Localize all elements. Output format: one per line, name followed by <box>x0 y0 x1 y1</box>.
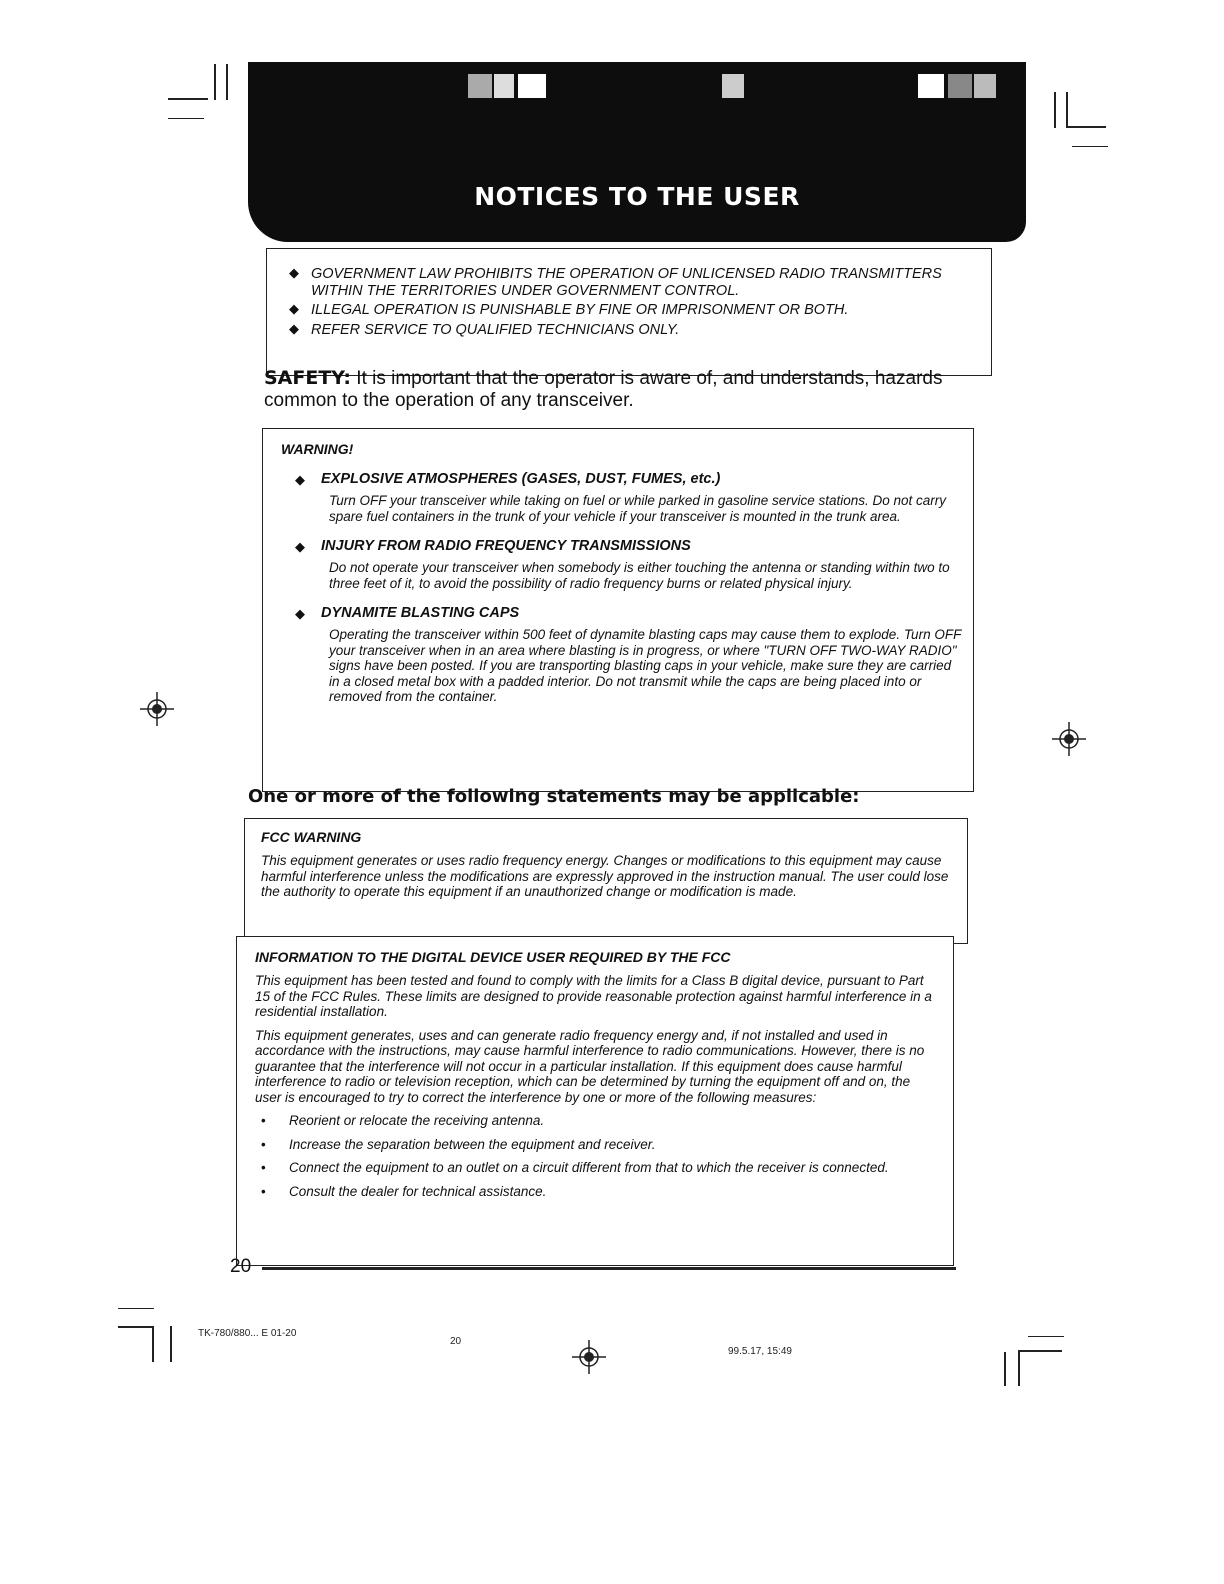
crop-mark <box>118 1326 154 1328</box>
footer-page: 20 <box>450 1336 462 1347</box>
color-swatch <box>494 74 514 98</box>
diamond-bullet-icon: ◆ <box>295 606 305 622</box>
measure-item: • Increase the separation between the equipment and receiver. <box>261 1136 656 1152</box>
page-number: 20 <box>230 1256 252 1277</box>
diamond-bullet-icon: ◆ <box>289 301 299 317</box>
crop-mark <box>1066 126 1106 128</box>
crop-mark <box>168 98 208 100</box>
crop-mark <box>1004 1352 1006 1386</box>
header-rule <box>270 230 990 238</box>
crop-mark <box>1018 1350 1062 1352</box>
diamond-bullet-icon: ◆ <box>289 265 299 280</box>
warning-body: Operating the transceiver within 500 feet of dynamite blasting caps may cause them to explode. Turn OFF your transceiver when in an area where blasting is in progress, or where "TURN OFF TWO-WAY RADIO" signs have been posted. If you are transporting blasting caps in your vehicle, make sure they are carried in a closed metal box with a padded interior. Do not transmit while the caps are being placed into or removed from the container. <box>329 627 962 705</box>
crop-mark <box>170 1326 172 1362</box>
crop-mark <box>118 1308 154 1309</box>
measure-item: • Consult the dealer for technical assistance. <box>261 1183 547 1199</box>
warning-body: Do not operate your transceiver when somebody is either touching the antenna or standing within two to three feet of it, to avoid the possibility of radio frequency burns or related physical injury. <box>329 560 950 591</box>
color-swatch <box>468 74 492 98</box>
page-title: NOTICES TO THE USER <box>474 182 800 211</box>
notice-item: ◆ REFER SERVICE TO QUALIFIED TECHNICIANS ONLY. <box>289 321 680 339</box>
warning-title: WARNING! <box>281 441 354 457</box>
bullet-icon: • <box>261 1136 266 1152</box>
footer-file: TK-780/880... E 01-20 <box>198 1328 297 1339</box>
registration-mark-icon <box>140 692 174 726</box>
diamond-bullet-icon: ◆ <box>295 539 305 555</box>
registration-mark-icon <box>572 1340 606 1374</box>
measure-item: • Reorient or relocate the receiving antenna. <box>261 1113 545 1129</box>
color-swatch <box>518 74 546 98</box>
warning-body: Turn OFF your transceiver while taking on fuel or while parked in gasoline service stations. Do not carry spare fuel containers in the trunk of your vehicle if your transceiver is mounted in the trunk area. <box>329 493 947 524</box>
warning-box <box>262 428 974 792</box>
page-rule <box>262 1267 956 1270</box>
fcc-warning-body: This equipment generates or uses radio frequency energy. Changes or modifications to this equipment may cause harmful interference unless the modifications are expressly approved in the instruction manual. The user could lose the authority to operate this equipment if an unauthorized change or modification is made. <box>261 853 949 900</box>
warning-heading: INJURY FROM RADIO FREQUENCY TRANSMISSIONS <box>321 538 691 555</box>
color-swatch <box>918 74 944 98</box>
digital-device-box <box>236 936 954 1266</box>
safety-label: SAFETY: <box>264 367 352 389</box>
crop-mark <box>1072 146 1108 147</box>
applicable-heading: One or more of the following statements may be applicable: <box>248 786 860 807</box>
notice-item: ◆ GOVERNMENT LAW PROHIBITS THE OPERATION OF UNLICENSED RADIO TRANSMITTERS WITHIN THE TERRITORIES UNDER GOVERNMENT CONTROL. <box>289 265 942 299</box>
digital-device-title: INFORMATION TO THE DIGITAL DEVICE USER REQUIRED BY THE FCC <box>255 949 731 965</box>
crop-mark <box>1028 1336 1064 1337</box>
bullet-icon: • <box>261 1183 266 1199</box>
safety-paragraph <box>264 368 984 412</box>
warning-item <box>281 538 963 591</box>
crop-mark <box>226 64 228 100</box>
crop-mark <box>1018 1350 1020 1386</box>
color-swatch <box>722 74 744 98</box>
digital-device-para: This equipment generates, uses and can generate radio frequency energy and, if not installed and used in accordance with the instructions, may cause harmful interference to radio communications. However, there is no guarantee that the interference will not occur in a particular installation. If this equipment does cause harmful interference to radio or television reception, which can be determined by turning the equipment off and on, the user is encouraged to try to correct the interference by one or more of the following measures: <box>255 1027 925 1105</box>
fcc-warning-title: FCC WARNING <box>261 829 362 845</box>
color-swatch <box>974 74 996 98</box>
warning-heading: DYNAMITE BLASTING CAPS <box>321 605 520 622</box>
color-swatch <box>948 74 972 98</box>
warning-item <box>281 605 963 705</box>
measure-item: • Connect the equipment to an outlet on a circuit different from that to which the receiver is connected. <box>261 1160 889 1176</box>
fcc-warning-box <box>244 818 968 944</box>
crop-mark <box>1066 92 1068 128</box>
warning-heading: EXPLOSIVE ATMOSPHERES (GASES, DUST, FUMES, etc.) <box>321 471 721 487</box>
notice-box <box>266 248 992 376</box>
notice-item: ◆ ILLEGAL OPERATION IS PUNISHABLE BY FINE OR IMPRISONMENT OR BOTH. <box>289 301 849 319</box>
diamond-bullet-icon: ◆ <box>295 472 305 487</box>
bullet-icon: • <box>261 1160 266 1176</box>
safety-text: It is important that the operator is aware of, and understands, hazards common to the operation of any transceiver. <box>264 368 943 411</box>
digital-device-para: This equipment has been tested and found to comply with the limits for a Class B digital device, pursuant to Part 15 of the FCC Rules. These limits are designed to provide reasonable protection against harmful interference in a residential installation. <box>255 973 932 1020</box>
warning-item <box>281 471 963 524</box>
bullet-icon: • <box>261 1113 266 1129</box>
footer-timestamp: 99.5.17, 15:49 <box>728 1346 792 1357</box>
crop-mark <box>1054 92 1056 128</box>
header-banner <box>248 62 1026 242</box>
crop-mark <box>152 1326 154 1362</box>
crop-mark <box>168 118 204 119</box>
crop-mark <box>214 64 216 100</box>
registration-mark-icon <box>1052 722 1086 756</box>
diamond-bullet-icon: ◆ <box>289 321 299 337</box>
